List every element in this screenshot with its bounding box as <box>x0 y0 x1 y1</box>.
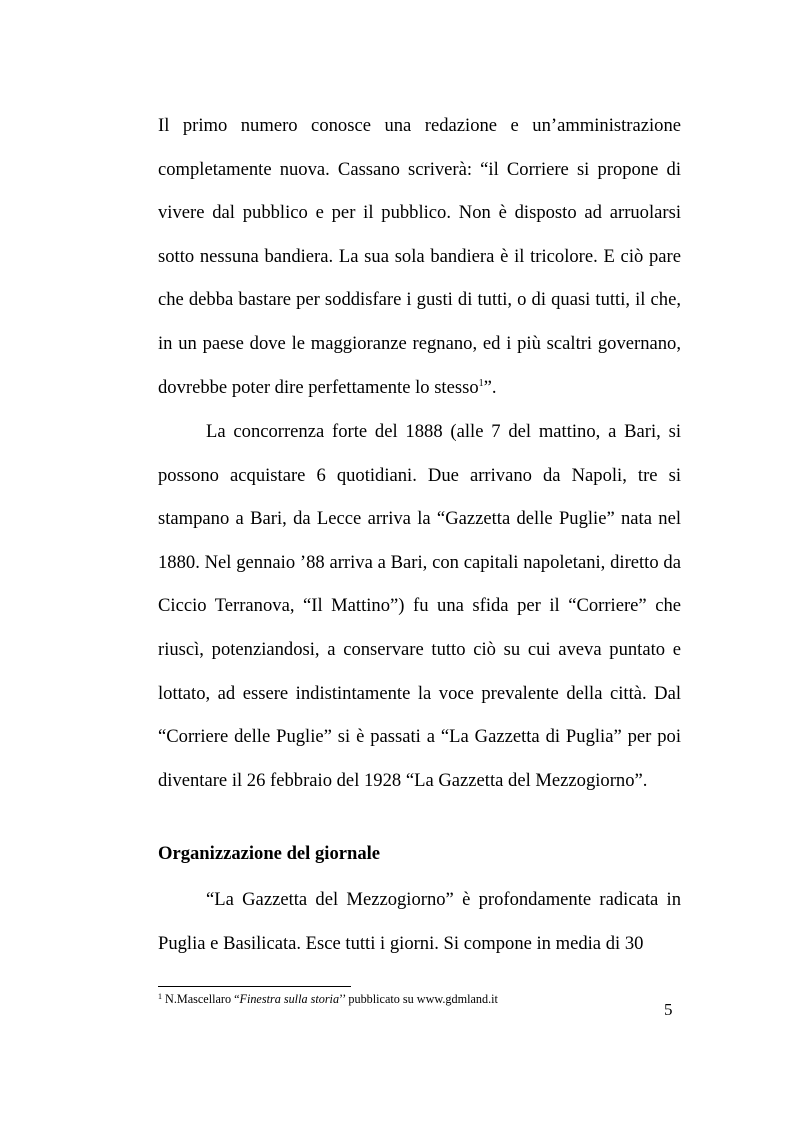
footnote <box>158 991 498 1007</box>
paragraph-2-text: La concorrenza forte del 1888 (alle 7 del mattino, a Bari, si possono acquistare 6 quotidiani. Due arrivano da Napoli, tre si stampano a Bari, da Lecce arriva la “Gazzetta delle Puglie” nata nel 1880. Nel gennaio ’88 arriva a Bari, con capitali napoletani, diretto da Ciccio Terranova, “Il Mattino”) fu una sfida per il “Corriere” che riuscì, potenziandosi, a conservare tutto ciò su cui aveva puntato e lottato, ad essere indistintamente la voce prevalente della città. Dal “Corriere delle Puglie” si è passati a “La Gazzetta di Puglia” per poi diventare il 26 febbraio del 1928 “La Gazzetta del Mezzogiorno”. <box>158 421 681 791</box>
paragraph-1-end: ”. <box>483 376 497 398</box>
page-number: 5 <box>664 1000 673 1019</box>
paragraph-1-text: Il primo numero conosce una redazione e un’amministrazione completamente nuova. Cassano scriverà: “il Corriere si propone di vivere dal pubblico e per il pubblico. Non è disposto ad arruolarsi sotto nessuna bandiera. La sua sola bandiera è il tricolore. E ciò pare che debba bastare per soddisfare i gusti di tutti, o di quasi tutti, il che, in un paese dove le maggioranze regnano, ed i più scaltri governano, dovrebbe poter dire perfettamente lo stesso <box>158 115 681 398</box>
paragraph-2 <box>158 410 681 802</box>
paragraph-3-text: “La Gazzetta del Mezzogiorno” è profondamente radicata in Puglia e Basilicata. Esce tutti i giorni. Si compone in media di 30 <box>158 889 681 954</box>
paragraph-1 <box>158 104 681 409</box>
footnote-reference[interactable]: 1 <box>478 377 484 389</box>
footnote-author: N.Mascellaro “ <box>162 992 240 1006</box>
paragraph-3 <box>158 878 681 965</box>
footnote-title: Finestra sulla storia <box>239 992 340 1006</box>
footnote-rest: ’’ pubblicato su www.gdmland.it <box>339 992 498 1006</box>
footnote-number: 1 <box>158 992 162 1001</box>
section-heading: Organizzazione del giornale <box>158 843 381 864</box>
footnote-separator <box>158 986 351 987</box>
